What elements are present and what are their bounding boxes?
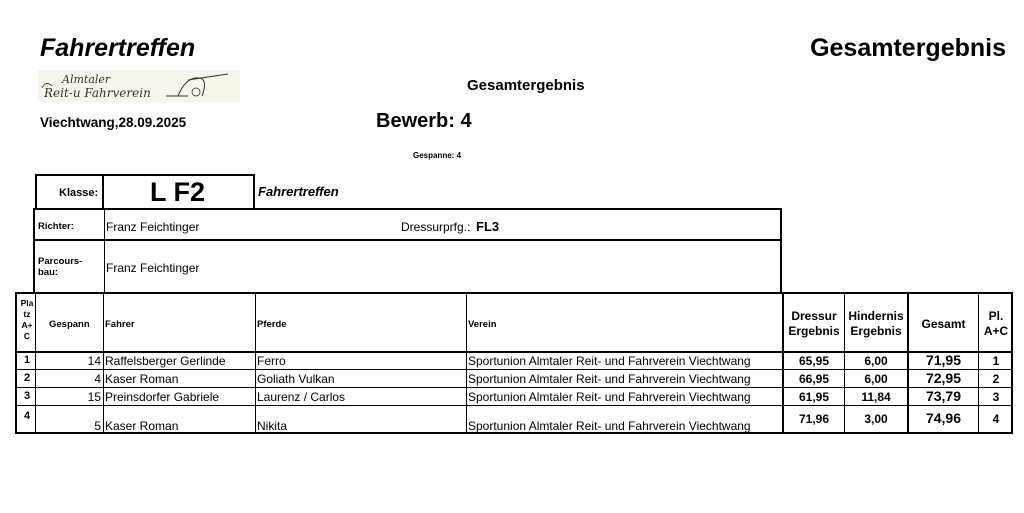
klasse-value: L F2 <box>150 177 206 207</box>
richter-label: Richter: <box>38 221 74 232</box>
results-table <box>15 292 1013 434</box>
header-platz: Pla tz A+ C <box>20 298 34 341</box>
header-fahrer: Fahrer <box>105 319 135 330</box>
pferde-cell: Nikita <box>257 419 288 433</box>
header-verein: Verein <box>468 319 497 330</box>
header-hindernis: Hindernis Ergebnis <box>848 309 904 338</box>
klasse-label: Klasse: <box>59 187 99 199</box>
pl-cell: 4 <box>992 412 1000 426</box>
fahrer-cell: Preinsdorfer Gabriele <box>105 390 220 404</box>
bewerb-number: Bewerb: 4 <box>376 110 472 132</box>
header-gesamt: Gesamt <box>921 317 966 331</box>
pl-cell: 3 <box>992 390 1000 404</box>
horse-carriage-icon <box>38 70 240 102</box>
platz-cell: 1 <box>23 354 31 366</box>
klasse-name: Fahrertreffen <box>258 184 339 199</box>
club-logo <box>38 70 240 102</box>
dressur-label: Dressurprfg.: <box>401 220 471 234</box>
gespanne-count: Gespanne: 4 <box>413 151 462 160</box>
gesamt-cell: 72,95 <box>925 370 962 386</box>
fahrer-cell: Raffelsberger Gerlinde <box>105 354 226 368</box>
platz-cell: 2 <box>23 372 31 384</box>
event-title: Fahrertreffen <box>40 34 196 62</box>
header-dressur: Dressur Ergebnis <box>788 309 840 338</box>
richter-value: Franz Feichtinger <box>106 220 200 234</box>
dressur-cell: 61,95 <box>798 390 830 404</box>
dressur-cell: 66,95 <box>798 372 830 386</box>
hindernis-cell: 6,00 <box>864 372 888 386</box>
gespann-cell: 5 <box>94 419 101 433</box>
subtitle: Gesamtergebnis <box>467 77 585 94</box>
header-gespann: Gespann <box>49 319 90 330</box>
place-date: Viechtwang,28.09.2025 <box>40 115 187 130</box>
pferde-cell: Laurenz / Carlos <box>257 390 346 404</box>
page-title: Gesamtergebnis <box>810 34 1006 62</box>
hindernis-cell: 6,00 <box>864 354 888 368</box>
header-pferde: Pferde <box>257 319 287 330</box>
fahrer-cell: Kaser Roman <box>105 419 179 433</box>
dressur-value: FL3 <box>476 219 500 234</box>
gespann-cell: 14 <box>87 354 101 368</box>
pl-cell: 2 <box>992 372 1000 386</box>
verein-cell: Sportunion Almtaler Reit- und Fahrverein Viechtwang <box>468 419 751 433</box>
dressur-cell: 65,95 <box>798 354 830 368</box>
klasse-label-box <box>35 174 104 210</box>
gesamt-cell: 71,95 <box>925 352 962 368</box>
header-pl: Pl. A+C <box>983 309 1009 338</box>
pl-cell: 1 <box>992 354 1000 368</box>
gesamt-cell: 73,79 <box>925 388 962 404</box>
parcoursbau-box <box>33 239 782 294</box>
parcoursbau-label: Parcours- bau: <box>38 256 83 278</box>
verein-cell: Sportunion Almtaler Reit- und Fahrverein Viechtwang <box>468 354 751 368</box>
verein-cell: Sportunion Almtaler Reit- und Fahrverein Viechtwang <box>468 372 751 386</box>
platz-cell: 4 <box>23 410 31 422</box>
gespann-cell: 15 <box>87 390 101 404</box>
pferde-cell: Goliath Vulkan <box>257 372 335 386</box>
fahrer-cell: Kaser Roman <box>105 372 179 386</box>
svg-text:Almtaler: Almtaler <box>62 73 111 86</box>
platz-cell: 3 <box>23 390 31 402</box>
svg-text:Reit-u Fahrverein: Reit-u Fahrverein <box>44 86 151 100</box>
klasse-value-box <box>102 174 255 210</box>
hindernis-cell: 11,84 <box>861 390 891 404</box>
richter-box <box>33 208 782 241</box>
parcoursbau-value: Franz Feichtinger <box>106 261 200 275</box>
gespann-cell: 4 <box>94 372 101 386</box>
gesamt-cell: 74,96 <box>925 410 962 426</box>
pferde-cell: Ferro <box>257 354 286 368</box>
hindernis-cell: 3,00 <box>864 412 888 426</box>
dressur-cell: 71,96 <box>798 412 830 426</box>
verein-cell: Sportunion Almtaler Reit- und Fahrverein Viechtwang <box>468 390 751 404</box>
